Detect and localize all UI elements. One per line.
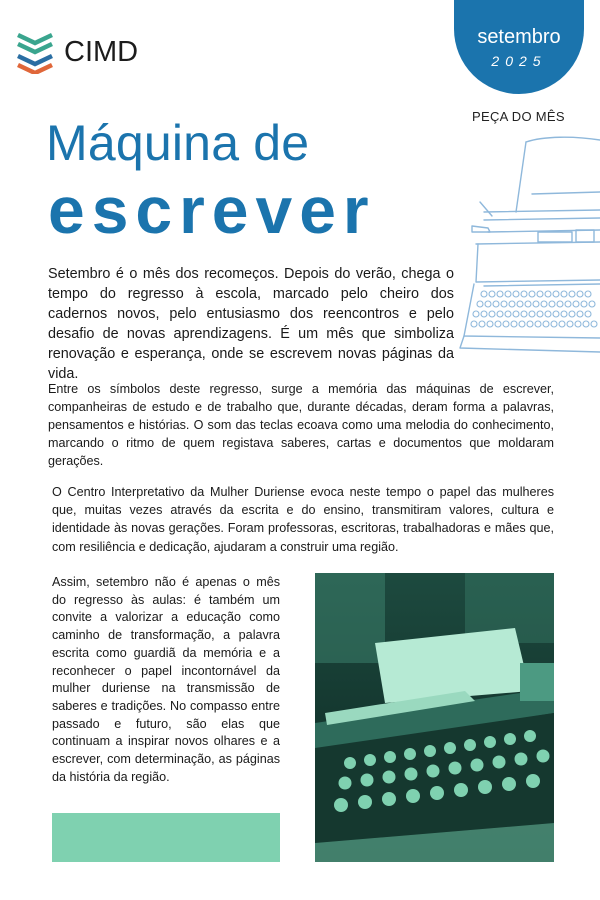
typewriter-paragraph: Entre os símbolos deste regresso, surge a memória das máquinas de escrever, companheiras de estudo e de trabalho que, durante décadas, deram forma a palavras, pensamentos e histórias. O som das teclas ecoava como uma melodia do conhecimento, marcando o ritmo de quem registava saberes, cartas e documentos que moldaram gerações. [48, 382, 554, 468]
logo-text: CIMD [64, 35, 139, 68]
decorative-green-bar [52, 813, 280, 862]
typewriter-sketch-icon [454, 132, 600, 362]
date-badge [454, 0, 584, 94]
date-month: setembro [477, 26, 561, 48]
piece-of-month-label: PEÇA DO MÊS [472, 109, 565, 124]
page-title-line-1: Máquina de [46, 115, 310, 171]
date-year: 2025 [491, 53, 547, 69]
cimd-logo [14, 30, 138, 74]
cimd-logo-icon [14, 30, 56, 74]
cimd-paragraph: O Centro Interpretativo da Mulher Duriense evoca neste tempo o papel das mulheres que, muitas vezes através da escrita e do ensino, transmitiram valores, cultura e identidade às novas gerações. Foram professoras, escritoras, trabalhadoras e mães que, com resiliência e dedicação, ajudaram a construir uma região. [52, 485, 554, 554]
typewriter-photo [315, 573, 554, 862]
intro-paragraph: Setembro é o mês dos recomeços. Depois do verão, chega o tempo do regresso à escola, marcado pelo cheiro dos cadernos novos, pelo entusiasmo dos reencontros e pelo desafio de novas aprendizagens. É um mês que simboliza renovação e esperança, onde se escrevem novas páginas da vida. [48, 266, 454, 382]
page-title-line-2: escrever [48, 173, 376, 247]
closing-paragraph: Assim, setembro não é apenas o mês do regresso às aulas: é também um convite a valorizar a educação como caminho de transformação, a palavra escrita como guardiã da memória e a reconhecer o papel incontornável da mulher duriense na transmissão de saberes e tradições. No compasso entre passado e futuro, são elas que continuam a inspirar novos olhares e a escrever, com determinação, as páginas da história da região. [52, 575, 280, 784]
